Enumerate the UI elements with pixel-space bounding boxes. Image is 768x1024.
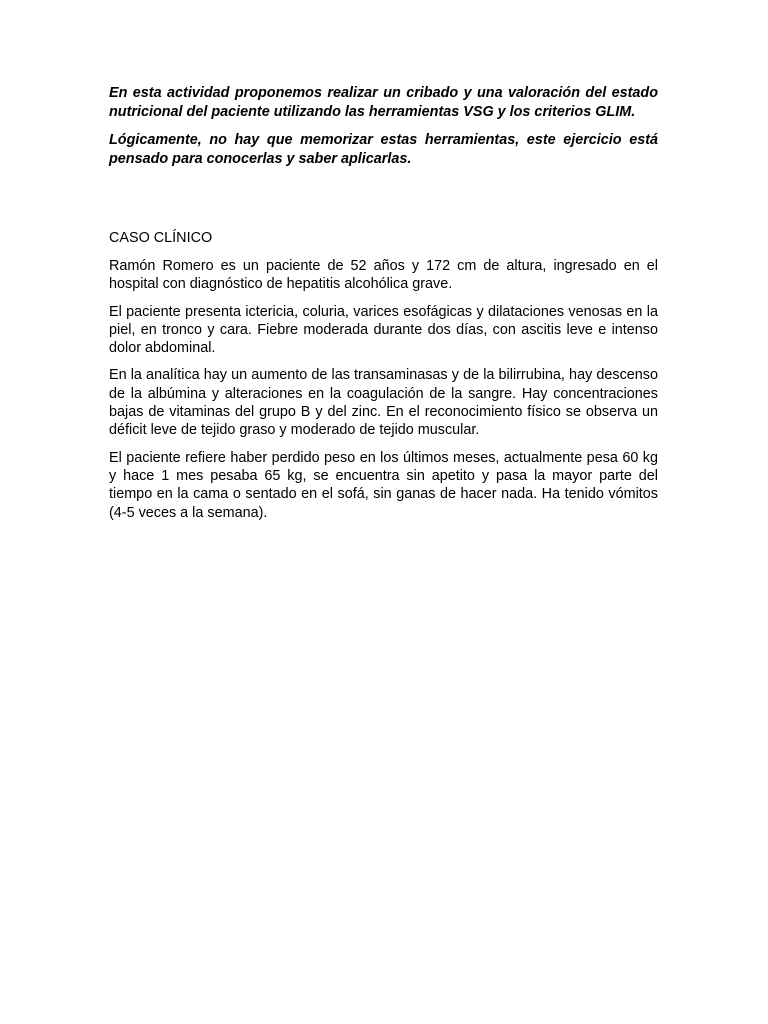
case-paragraph-history: El paciente refiere haber perdido peso en los últimos meses, actualmente pesa 60 kg y hace 1 mes pesaba 65 kg, se encuentra sin apetito y pasa la mayor parte del tiempo en la cama o sentado en el sofá, sin ganas de hacer nada. Ha tenido vómitos (4-5 veces a la semana). (109, 449, 658, 521)
clinical-case-heading: CASO CLÍNICO (109, 230, 213, 246)
case-paragraph-symptoms: El paciente presenta ictericia, coluria, varices esofágicas y dilataciones venosas en la piel, en tronco y cara. Fiebre moderada durante dos días, con ascitis leve e intenso dolor abdominal. (109, 303, 658, 357)
case-paragraph-labs: En la analítica hay un aumento de las transaminasas y de la bilirrubina, hay descenso de la albúmina y alteraciones en la coagulación de la sangre. Hay concentraciones bajas de vitaminas del grupo B y del zinc. En el reconocimiento físico se observa un déficit leve de tejido graso y moderado de tejido muscular. (109, 367, 658, 439)
activity-instructions (109, 84, 658, 169)
instruction-paragraph-2: Lógicamente, no hay que memorizar estas herramientas, este ejercicio está pensado para conocerlas y saber aplicarlas. (109, 132, 658, 167)
case-paragraph-patient: Ramón Romero es un paciente de 52 años y 172 cm de altura, ingresado en el hospital con diagnóstico de hepatitis alcohólica grave. (109, 258, 658, 293)
document-page (109, 84, 658, 531)
clinical-case-section (109, 229, 658, 522)
instruction-paragraph-1: En esta actividad proponemos realizar un cribado y una valoración del estado nutricional del paciente utilizando las herramientas VSG y los criterios GLIM. (109, 85, 658, 120)
